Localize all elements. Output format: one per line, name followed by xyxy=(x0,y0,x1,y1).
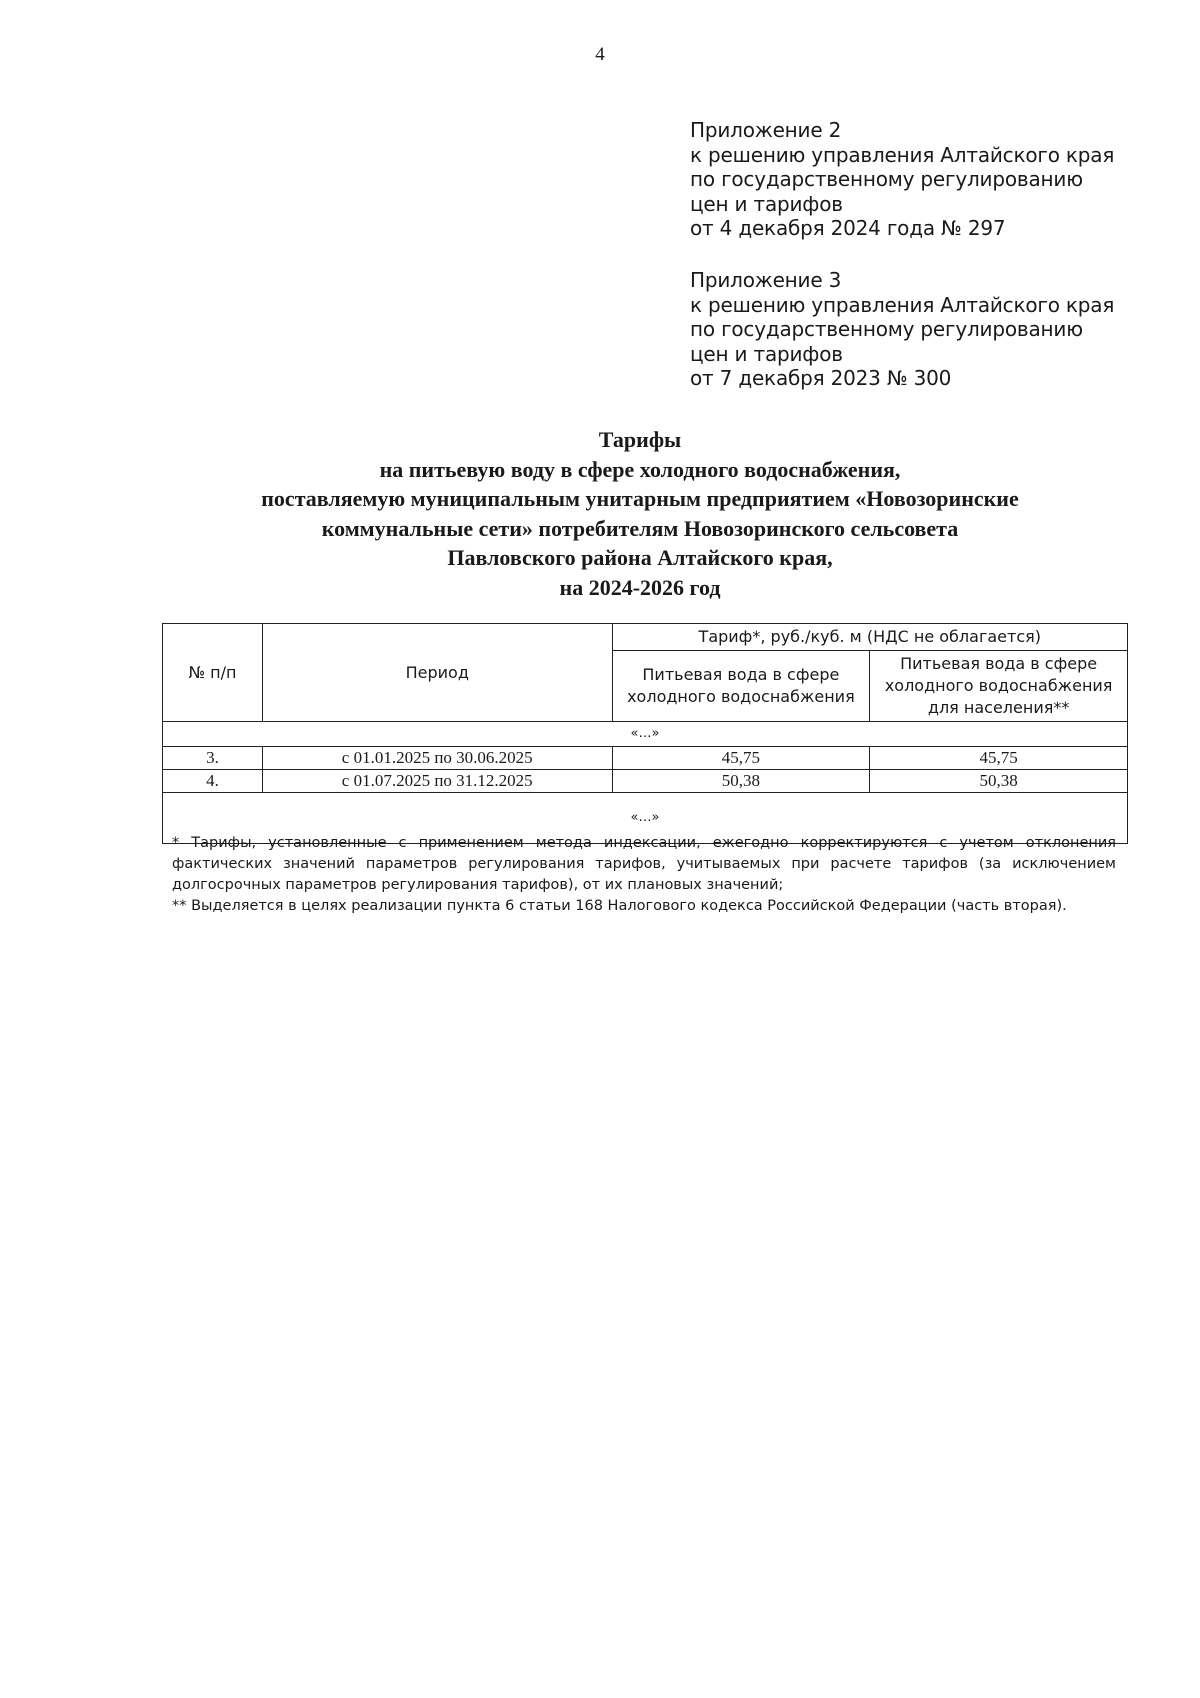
footnote-2: ** Выделяется в целях реализации пункта 6 статьи 168 Налогового кодекса Российской Федерации (часть вторая). xyxy=(172,898,1067,914)
appendix-2-line: от 4 декабря 2024 года № 297 xyxy=(690,216,1006,240)
header-tariff: Тариф*, руб./куб. м (НДС не облагается) xyxy=(612,624,1127,651)
appendix-3-line: цен и тарифов xyxy=(690,341,843,366)
page-number: 4 xyxy=(595,44,605,65)
title-line: на 2024-2026 год xyxy=(559,574,721,600)
row-tariff-b: 45,75 xyxy=(870,747,1128,770)
table-row-ellipsis xyxy=(163,722,1128,747)
title-line: поставляемую муниципальным унитарным предприятием «Новозоринские xyxy=(261,486,1019,511)
title-line: на питьевую воду в сфере холодного водоснабжения, xyxy=(379,456,901,482)
row-tariff-a: 45,75 xyxy=(612,747,870,770)
ellipsis-end-cell: «…» xyxy=(163,793,1128,844)
row-period: с 01.07.2025 по 31.12.2025 xyxy=(262,770,612,793)
ellipsis-cell: «…» xyxy=(163,722,1128,747)
footnote-1: * Тарифы, установленные с применением метода индексации, ежегодно корректируются с учетом отклонения фактических значений параметров регулирования тарифов, учитываемых при расчете тарифов (за исключением долгосрочных параметров регулирования тарифов), от их плановых значений; xyxy=(172,835,1116,893)
title-line: Павловского района Алтайского края, xyxy=(447,545,833,570)
row-tariff-b: 50,38 xyxy=(870,770,1128,793)
document-title xyxy=(150,425,1130,602)
appendix-2-line: к решению управления Алтайского края xyxy=(690,142,1115,167)
appendix-3-line: от 7 декабря 2023 № 300 xyxy=(690,366,952,390)
header-num: № п/п xyxy=(163,624,263,722)
appendix-3-line: к решению управления Алтайского края xyxy=(690,292,1115,317)
appendix-3-line: Приложение 3 xyxy=(690,268,842,292)
appendix-2-reference xyxy=(690,118,1170,241)
appendix-2-line: по государственному регулированию xyxy=(690,167,1083,191)
appendix-3-reference xyxy=(690,268,1170,391)
header-col-b: Питьевая вода в сфере холодного водоснабжения для населения** xyxy=(870,651,1128,722)
row-period: с 01.01.2025 по 30.06.2025 xyxy=(262,747,612,770)
title-line: коммунальные сети» потребителям Новозоринского сельсовета xyxy=(321,515,959,541)
row-num: 3. xyxy=(163,747,263,770)
table-header-row xyxy=(163,624,1128,651)
table-row xyxy=(163,747,1128,770)
appendix-2-line: Приложение 2 xyxy=(690,118,842,142)
footnotes xyxy=(172,833,1116,917)
appendix-2-line: цен и тарифов xyxy=(690,191,843,216)
header-period: Период xyxy=(262,624,612,722)
table-row xyxy=(163,770,1128,793)
header-col-a: Питьевая вода в сфере холодного водоснабжения xyxy=(612,651,870,722)
appendix-3-line: по государственному регулированию xyxy=(690,317,1083,341)
title-line: Тарифы xyxy=(598,427,682,452)
row-tariff-a: 50,38 xyxy=(612,770,870,793)
tariff-table xyxy=(162,623,1128,844)
row-num: 4. xyxy=(163,770,263,793)
